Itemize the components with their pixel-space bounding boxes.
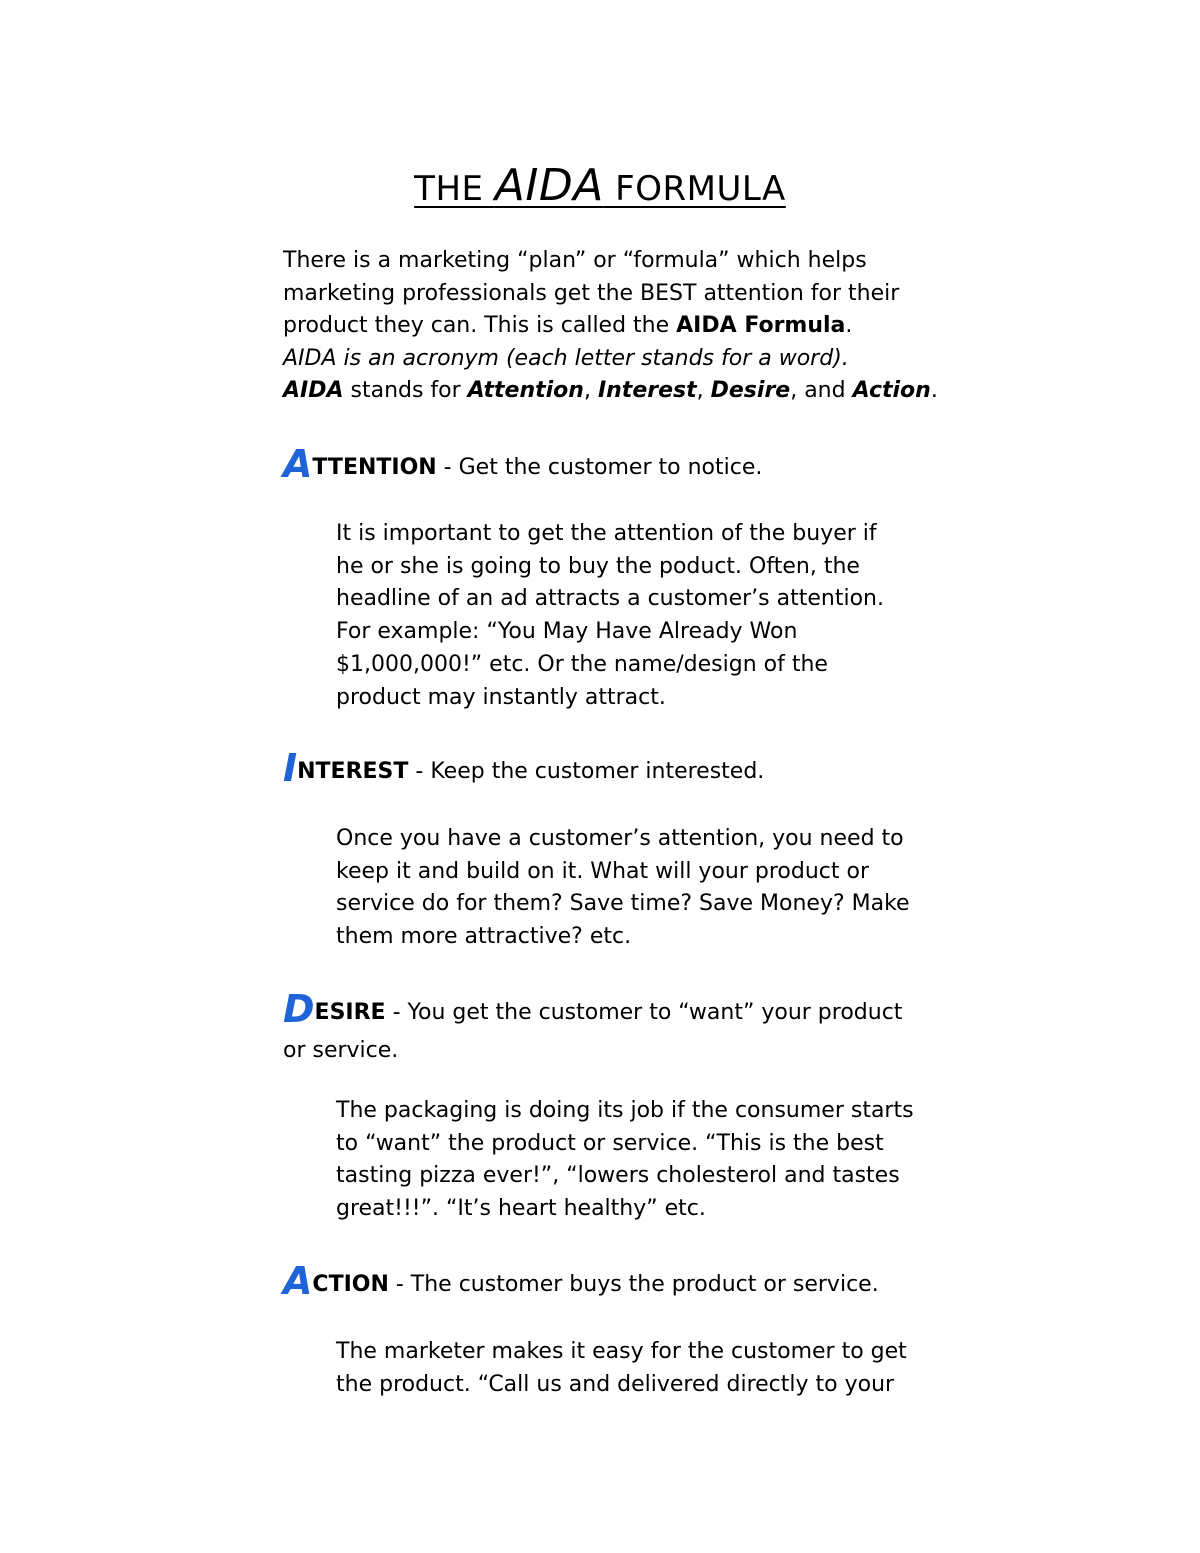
title-underlined — [414, 160, 786, 211]
intro-line — [283, 343, 943, 376]
section-heading-desire — [283, 987, 943, 1067]
body-line: The packaging is doing its job if the consumer starts — [336, 1098, 914, 1123]
body-line: he or she is going to buy the poduct. Often, the — [336, 553, 860, 579]
intro-text: , — [583, 378, 598, 403]
section-description-cont: or service. — [283, 1038, 399, 1063]
section-word: CTION — [312, 1272, 389, 1297]
section-initial: I — [283, 746, 298, 790]
section-heading-attention — [283, 442, 943, 486]
body-line: For example: “You May Have Already Won — [336, 619, 798, 645]
section-description: - You get the customer to “want” your product — [385, 1000, 903, 1025]
intro-italic-text: AIDA is an acronym (each letter stands for a word). — [283, 345, 849, 371]
body-line: product may instantly attract. — [336, 684, 666, 710]
body-line: It is important to get the attention of the buyer if — [336, 521, 877, 546]
intro-text: , — [696, 378, 711, 403]
section-description: - Get the customer to notice. — [436, 455, 763, 480]
intro-text: . — [930, 378, 938, 403]
body-line: keep it and build on it. What will your product or — [336, 858, 870, 884]
intro-bold-term: Attention — [467, 378, 584, 403]
section-word: ESIRE — [314, 1000, 386, 1025]
section-body-attention — [336, 518, 946, 714]
intro-bold-term: AIDA Formula — [676, 313, 846, 338]
intro-line — [283, 375, 943, 408]
section-body-interest — [336, 823, 946, 954]
body-line: service do for them? Save time? Save Money? Make — [336, 891, 910, 917]
intro-text: . — [845, 313, 853, 338]
intro-text: stands for — [343, 378, 468, 403]
intro-bold-term: Action — [852, 378, 931, 403]
body-line: The marketer makes it easy for the customer to get — [336, 1339, 907, 1364]
intro-line — [283, 310, 943, 343]
body-line: tasting pizza ever!”, “lowers cholesterol and tastes — [336, 1163, 900, 1189]
section-body-action — [336, 1336, 946, 1401]
body-line: headline of an ad attracts a customer’s attention. — [336, 586, 884, 612]
section-initial: A — [283, 1259, 313, 1303]
intro-bold-term: AIDA — [283, 378, 344, 403]
section-body-desire — [336, 1095, 946, 1226]
intro-line: There is a marketing “plan” or “formula” which helps — [283, 248, 867, 273]
section-initial: A — [283, 442, 313, 486]
body-line: to “want” the product or service. “This is the best — [336, 1130, 884, 1156]
section-heading-action — [283, 1259, 943, 1303]
body-line: great!!!”. “It’s heart healthy” etc. — [336, 1196, 706, 1222]
section-heading-interest — [283, 746, 943, 790]
section-description: - The customer buys the product or service. — [388, 1272, 879, 1297]
section-word: TTENTION — [312, 455, 437, 480]
intro-text: product they can. This is called the — [283, 313, 677, 338]
title-pre: THE — [414, 169, 495, 209]
section-description: - Keep the customer interested. — [408, 759, 765, 784]
intro-bold-term: Interest — [597, 378, 697, 403]
body-line: $1,000,000!” etc. Or the name/design of the — [336, 651, 828, 677]
body-line: Once you have a customer’s attention, you need to — [336, 826, 904, 851]
intro-bold-term: Desire — [710, 378, 791, 403]
intro-paragraph — [283, 245, 943, 408]
body-line: them more attractive? etc. — [336, 924, 632, 950]
title-post: FORMULA — [603, 169, 786, 209]
section-word: NTEREST — [297, 759, 409, 784]
intro-line: marketing professionals get the BEST attention for their — [283, 280, 900, 306]
section-initial: D — [283, 987, 315, 1031]
page-title — [0, 160, 1200, 211]
title-main: AIDA — [494, 160, 604, 211]
intro-text: , and — [790, 378, 853, 403]
body-line: the product. “Call us and delivered directly to your — [336, 1371, 895, 1397]
